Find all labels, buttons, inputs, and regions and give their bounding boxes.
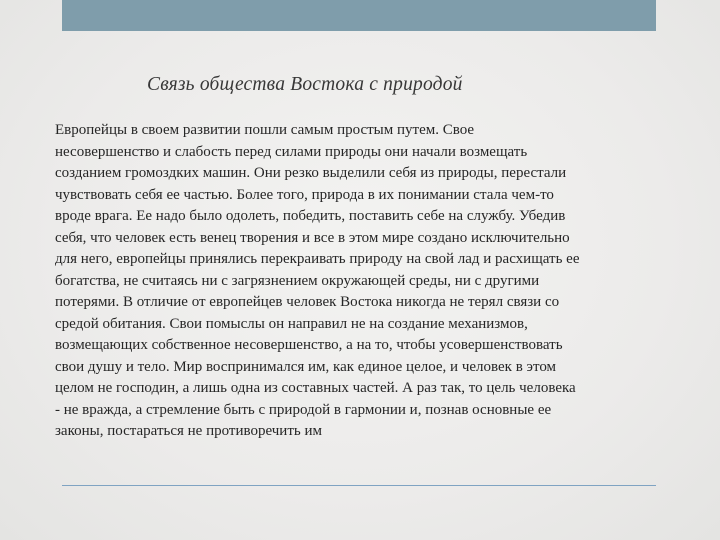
body-line: целом не господин, а лишь одна из составных частей. А раз так, то цель человека <box>55 380 576 396</box>
body-line: свои душу и тело. Мир воспринимался им, как единое целое, и человек в этом <box>55 358 557 375</box>
body-line: потерями. В отличие от европейцев человек Востока никогда не терял связи со <box>55 294 560 310</box>
body-paragraph <box>55 120 695 443</box>
body-line: несовершенство и слабость перед силами природы они начали возмещать <box>55 143 528 160</box>
bottom-divider <box>62 485 656 486</box>
body-line: себя, что человек есть венец творения и все в этом мире создано исключительно <box>55 229 570 246</box>
body-line: законы, постараться не противоречить им <box>55 423 322 439</box>
body-line: средой обитания. Свои помыслы он направил не на создание механизмов, <box>55 315 528 332</box>
slide-title: Связь общества Востока с природой <box>147 74 463 95</box>
body-line: вроде врага. Ее надо было одолеть, победить, поставить себе на службу. Убедив <box>55 208 566 224</box>
body-line: чувствовать себя ее частью. Более того, природа в их понимании стала чем-то <box>55 186 554 203</box>
body-line: созданием громоздких машин. Они резко выделили себя из природы, перестали <box>55 165 567 181</box>
body-line: Европейцы в своем развитии пошли самым простым путем. Свое <box>55 122 475 138</box>
body-line: богатства, не считаясь ни с загрязнением окружающей среды, ни с другими <box>55 272 540 289</box>
body-line: - не вражда, а стремление быть с природой в гармонии и, познав основные ее <box>55 401 552 418</box>
body-line: для него, европейцы принялись перекраивать природу на свой лад и расхищать ее <box>55 251 580 267</box>
body-line: возмещающих собственное несовершенство, а на то, чтобы усовершенствовать <box>55 337 563 353</box>
header-band <box>62 0 656 31</box>
